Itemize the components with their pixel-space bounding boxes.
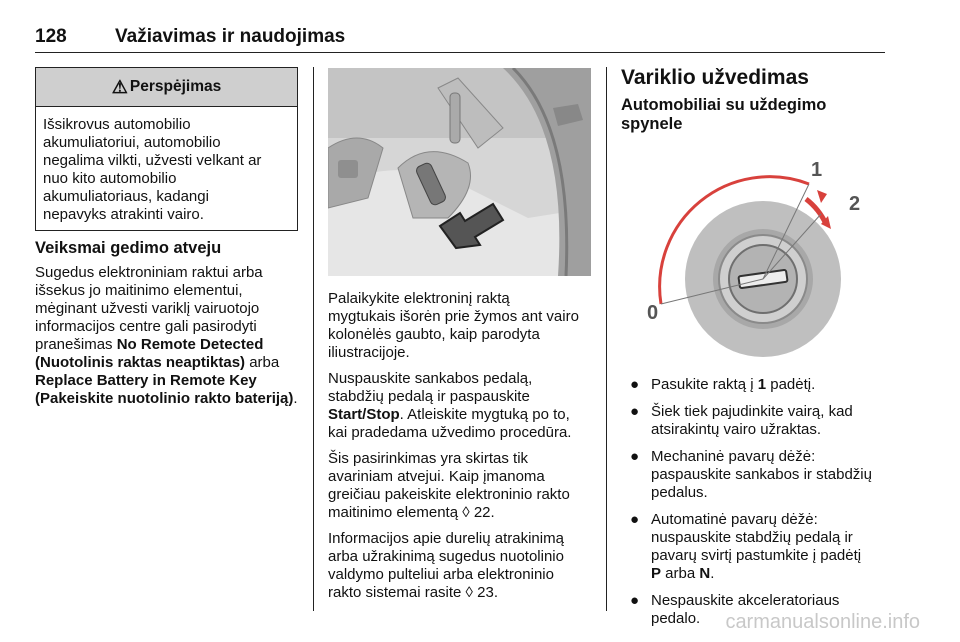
bullet-icon: ● xyxy=(630,448,640,465)
message-no-remote: No Remote Detected xyxy=(116,336,264,353)
text-span: pranešimas xyxy=(35,336,117,353)
gear-n-label: N xyxy=(699,565,711,582)
bullet-icon: ● xyxy=(630,511,640,528)
list-item xyxy=(621,511,891,583)
emergency-section xyxy=(35,239,307,408)
warning-line: akumuliatoriui, automobilio xyxy=(43,134,221,151)
steering-column-illustration xyxy=(328,68,591,276)
text-line: mygtukais išorėn prie žymos ant vairo xyxy=(328,308,579,325)
page-reference-icon: ◊ xyxy=(462,504,470,521)
section-heading: Variklio užvedimas xyxy=(621,66,809,89)
paragraph-emergency-only xyxy=(328,450,603,522)
text-line: kai pradedama užvedimo procedūra. xyxy=(328,424,572,441)
warning-box xyxy=(35,67,298,231)
text-span: Pasukite raktą į xyxy=(651,376,758,393)
watermark: carmanualsonline.info xyxy=(725,611,920,633)
page-title: Važiavimas ir naudojimas xyxy=(115,26,346,47)
text-line: Šiek tiek pajudinkite vairą, kad xyxy=(651,403,853,420)
position-0-label: 0 xyxy=(647,302,659,324)
text-line xyxy=(35,372,307,390)
page-reference-link[interactable]: 23. xyxy=(477,584,498,601)
text-line: nuspauskite stabdžių pedalą ir xyxy=(651,529,853,546)
paragraph-door-info xyxy=(328,530,603,602)
bullet-icon: ● xyxy=(630,376,640,393)
warning-line: nuo kito automobilio xyxy=(43,170,177,187)
text-line: maitinimo elementą xyxy=(328,504,463,521)
text-line: mėginant užvesti variklį vairuotojo xyxy=(35,300,260,317)
page-number: 128 xyxy=(35,26,67,47)
text-line: informacijos centre gali pasirodyti xyxy=(35,318,257,335)
position-ref: 1 xyxy=(757,376,767,393)
text-line: spynele xyxy=(621,115,683,133)
text-line: kolonėlės gaubto, kaip parodyta xyxy=(328,326,540,343)
column-separator-left xyxy=(313,67,314,611)
text-line xyxy=(35,354,307,372)
warning-line: Išsikrovus automobilio xyxy=(43,116,191,133)
warning-title: Perspėjimas xyxy=(129,78,222,95)
bullet-icon: ● xyxy=(630,403,640,420)
text-span: arba xyxy=(245,354,280,371)
text-span: . xyxy=(710,565,715,582)
text-line: Nespauskite akceleratoriaus xyxy=(651,592,840,609)
warning-line: negalima vilkti, užvesti velkant ar xyxy=(43,152,262,169)
gear-p-label: P xyxy=(651,565,662,582)
paragraph-hold-key xyxy=(328,290,603,362)
text-span: . xyxy=(293,390,298,407)
position-1-label: 1 xyxy=(811,159,823,181)
message-replace-battery: Replace Battery in Remote Key xyxy=(35,372,257,389)
bullet-icon: ● xyxy=(630,592,640,609)
text-line: rakto sistemai rasite xyxy=(328,584,466,601)
ignition-switch-diagram xyxy=(621,154,885,366)
emergency-text xyxy=(35,264,307,408)
warning-line: nepavyks atrakinti vairo. xyxy=(43,206,204,223)
text-line: pedalus. xyxy=(651,484,708,501)
text-line: paspauskite sankabos ir stabdžių xyxy=(651,466,872,483)
text-line: Nuspauskite sankabos pedalą, xyxy=(328,370,533,387)
text-line xyxy=(35,336,307,354)
text-line: greičiau pakeiskite elektroninio rakto xyxy=(328,486,570,503)
text-line: Palaikykite elektroninį raktą xyxy=(328,290,510,307)
list-item xyxy=(621,448,891,502)
page-reference-link[interactable]: 22. xyxy=(473,504,495,521)
list-item xyxy=(621,403,891,439)
text-line: arba užrakinimą sugedus nuotolinio xyxy=(328,548,564,565)
text-line: Sugedus elektroniniam raktui arba xyxy=(35,264,263,281)
warning-icon: ⚠ xyxy=(111,76,128,97)
emergency-heading: Veiksmai gedimo atveju xyxy=(35,239,222,257)
text-line: atsirakintų vairo užraktas. xyxy=(651,421,822,438)
page-header xyxy=(35,24,885,53)
warning-header xyxy=(36,68,297,107)
subsection-heading xyxy=(621,96,891,134)
text-span: padėtį. xyxy=(766,376,816,393)
text-line: Šis pasirinkimas yra skirtas tik xyxy=(328,450,529,467)
text-line: išsekus jo maitinimo elementui, xyxy=(35,282,243,299)
engine-start-steps xyxy=(621,376,891,637)
middle-column-text xyxy=(328,290,603,610)
text-span: arba xyxy=(661,565,700,582)
position-2-label: 2 xyxy=(849,193,861,215)
message-no-remote-translation: (Nuotolinis raktas neaptiktas) xyxy=(35,354,246,371)
text-line: pedalo. xyxy=(651,610,701,627)
text-line: valdymo pulteliui arba elektroninio xyxy=(328,566,554,583)
message-replace-battery-translation: (Pakeiskite nuotolinio rakto bateriją) xyxy=(35,390,294,407)
text-line: Informacijos apie durelių atrakinimą xyxy=(328,530,564,547)
text-line: avariniam atvejui. Kaip įmanoma xyxy=(328,468,545,485)
start-stop-label: Start/Stop xyxy=(328,406,400,423)
engine-start-section xyxy=(621,66,891,134)
warning-text xyxy=(36,107,297,224)
list-item xyxy=(621,376,891,394)
text-span: . Atleiskite mygtuką po to, xyxy=(399,406,570,423)
text-line xyxy=(35,390,307,408)
text-line: Automobiliai su uždegimo xyxy=(621,96,827,114)
paragraph-press-start xyxy=(328,370,603,442)
text-line: iliustracijoje. xyxy=(328,344,410,361)
text-line: pavarų svirtį pastumkite į padėtį xyxy=(651,547,862,564)
text-line: Mechaninė pavarų dėžė: xyxy=(651,448,816,465)
text-line: Automatinė pavarų dėžė: xyxy=(651,511,818,528)
column-separator-right xyxy=(606,67,607,611)
warning-line: akumuliatoriaus, kadangi xyxy=(43,188,209,205)
page-reference-icon: ◊ xyxy=(465,584,473,601)
text-line: stabdžių pedalą ir paspauskite xyxy=(328,388,530,405)
